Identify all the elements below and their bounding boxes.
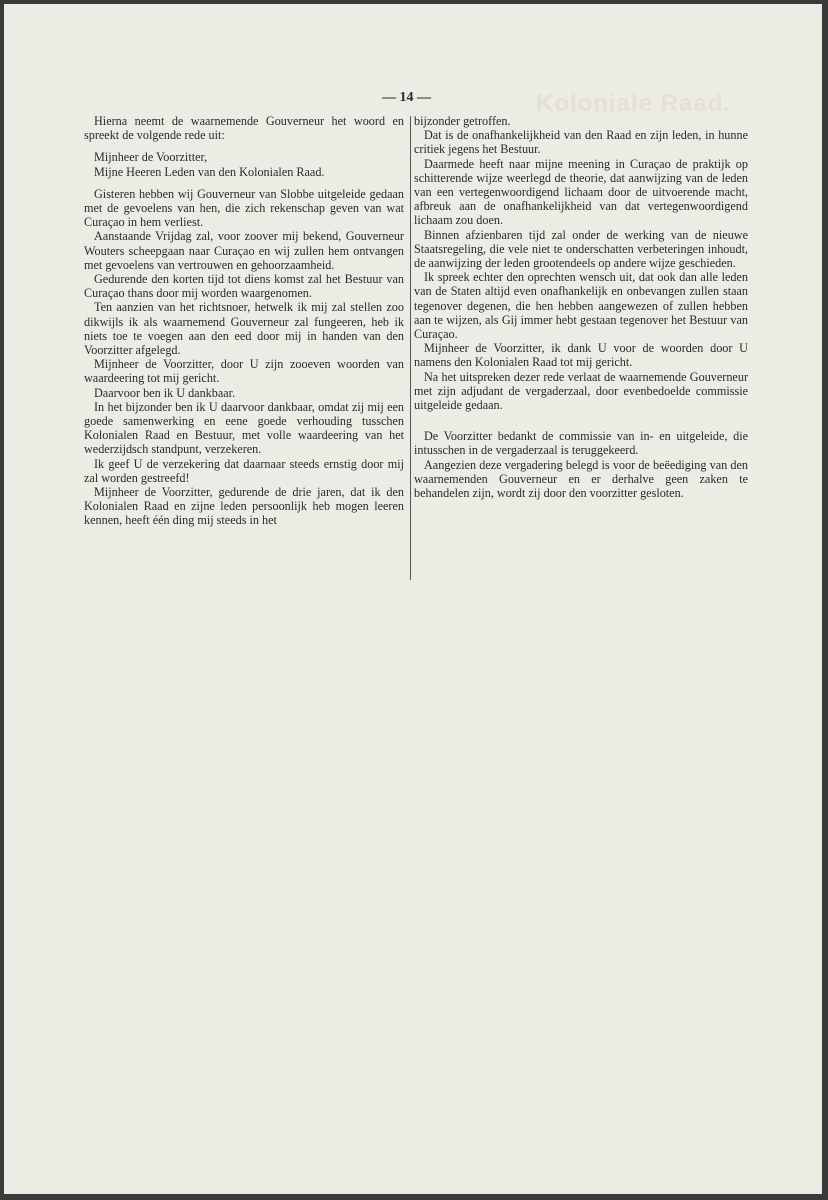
- paragraph: Hierna neemt de waarnemende Gouverneur het woord en spreekt de volgende rede uit:: [84, 114, 404, 143]
- document-page: [4, 4, 822, 1194]
- left-column: [84, 114, 404, 528]
- paragraph: Aangezien deze vergadering belegd is voor de beëediging van den waarnemenden Gouverneur en er derhalve geen zaken te behandelen zijn, wordt zij door den voorzitter gesloten.: [414, 457, 748, 501]
- page-number: — 14 —: [382, 90, 431, 105]
- paragraph: Ik spreek echter den oprechten wensch uit, dat ook dan alle leden van de Staten altijd even onafhankelijk en onbevangen zullen staan tegenover degenen, die hen hebben aangewezen of zullen hebben aan te wijzen, als Gij immer hebt gestaan tegenover het Bestuur van Curaçao.: [414, 270, 748, 342]
- paragraph: Mijnheer de Voorzitter, gedurende de drie jaren, dat ik den Kolonialen Raad en zijne leden persoonlijk heb mogen leeren kennen, heeft één ding mij steeds in het: [84, 485, 404, 528]
- column-divider: [410, 116, 411, 580]
- salutation: Mijnheer de Voorzitter,: [94, 150, 208, 165]
- paragraph: De Voorzitter bedankt de commissie van in- en uitgeleide, die intusschen in de vergaderzaal is teruggekeerd.: [414, 429, 748, 458]
- paragraph: Daarvoor ben ik U dankbaar.: [94, 385, 236, 400]
- right-column: [414, 114, 748, 500]
- paragraph: Dat is de onafhankelijkheid van den Raad en zijn leden, in hunne critiek jegens het Bestuur.: [414, 128, 748, 157]
- paragraph: Ten aanzien van het richtsnoer, hetwelk ik mij zal stellen zoo dikwijls ik als waarnemend Gouverneur zal fungeeren, heb ik niets toe te voegen aan den eed door mij in handen van den Voorzitter afgelegd.: [84, 300, 404, 358]
- paragraph: Daarmede heeft naar mijne meening in Curaçao de praktijk op schitterende wijze weerlegd de theorie, dat aanwijzing van de leden van een vertegenwoordigend lichaam door de uitvoerende macht, afbreuk aan de onafhankelijkheid van dat vertegenwoordigend lichaam zou doen.: [414, 156, 748, 228]
- paragraph: bijzonder getroffen.: [414, 114, 511, 128]
- paragraph: Mijnheer de Voorzitter, door U zijn zooeven woorden van waardeering tot mij gericht.: [84, 357, 404, 386]
- bleed-through-heading: Koloniale Raad.: [536, 90, 732, 117]
- paragraph: Na het uitspreken dezer rede verlaat de waarnemende Gouverneur met zijn adjudant de vergaderzaal, door evenbedoelde commissie uitgeleide gedaan.: [414, 369, 748, 413]
- paragraph: Binnen afzienbaren tijd zal onder de werking van de nieuwe Staatsregeling, die vele niet te onderschatten verbeteringen inhoudt, de aanwijzing der leden grootendeels op andere wijze geschieden.: [414, 227, 748, 271]
- paragraph: Gisteren hebben wij Gouverneur van Slobbe uitgeleide gedaan met de gevoelens van hen, die zich rekenschap geven van wat Curaçao in hem verliest.: [84, 186, 404, 230]
- salutation: Mijne Heeren Leden van den Kolonialen Raad.: [94, 164, 325, 179]
- paragraph: In het bijzonder ben ik U daarvoor dankbaar, omdat zij mij een goede samenwerking en eene goede verhouding tusschen Kolonialen Raad en Bestuur, met volle waardeering van het wederzijdsch standpunt, verzekeren.: [84, 399, 404, 457]
- paragraph: Ik geef U de verzekering dat daarnaar steeds ernstig door mij zal worden gestreefd!: [84, 456, 404, 485]
- paragraph: Aanstaande Vrijdag zal, voor zoover mij bekend, Gouverneur Wouters scheepgaan naar Curaçao en wij zullen hem ontvangen met gevoelens van vertrouwen en gehoorzaamheid.: [84, 229, 404, 272]
- paragraph: Gedurende den korten tijd tot diens komst zal het Bestuur van Curaçao thans door mij worden waargenomen.: [84, 272, 404, 301]
- paragraph: Mijnheer de Voorzitter, ik dank U voor de woorden door U namens den Kolonialen Raad tot mij gericht.: [414, 341, 748, 370]
